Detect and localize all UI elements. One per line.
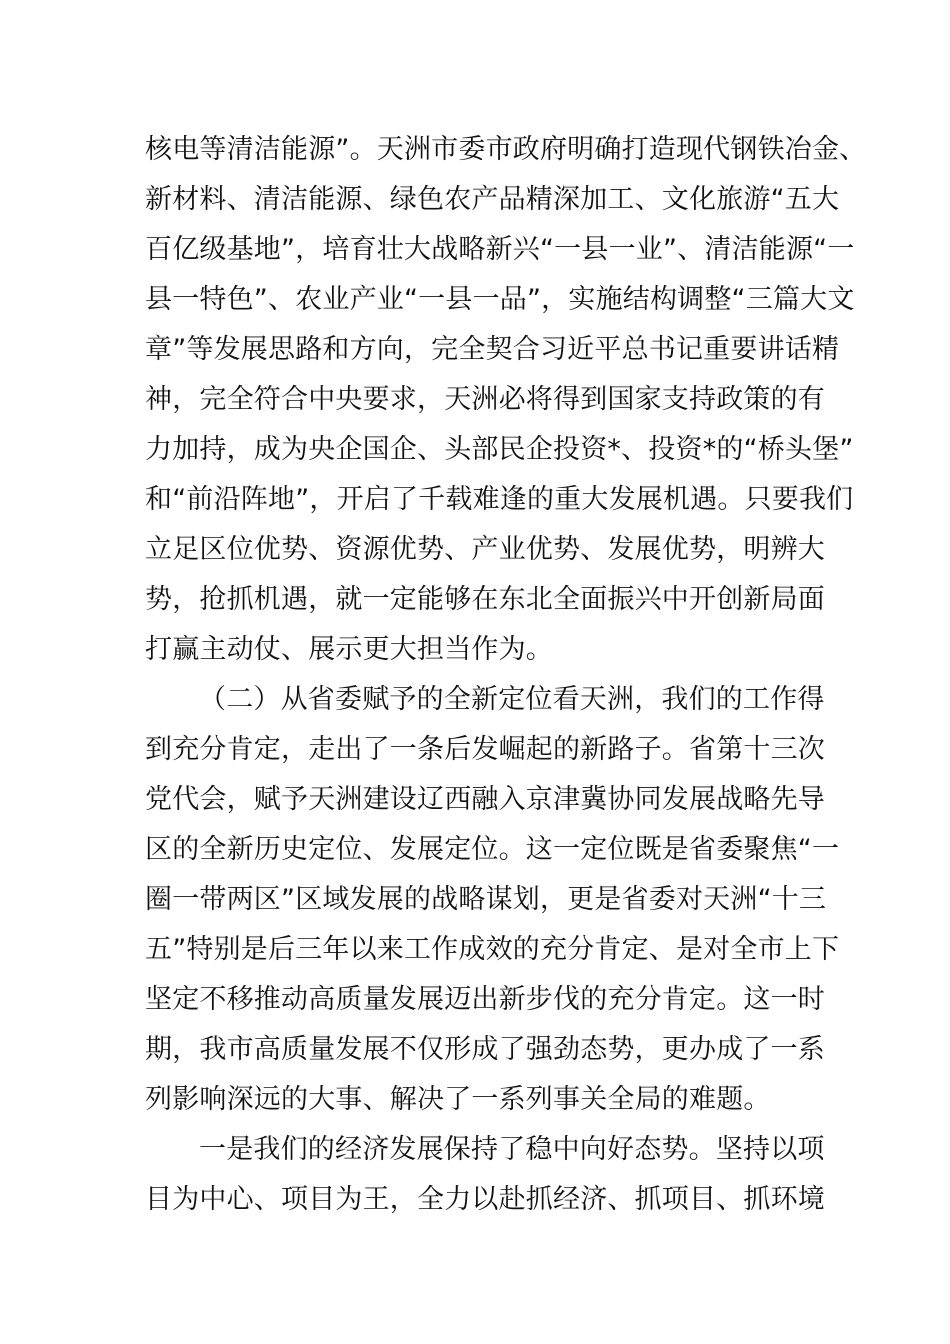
paragraph-3: [145, 1125, 825, 1225]
text-line: 五”特别是后三年以来工作成效的充分肯定、是对全市上下: [145, 934, 840, 965]
text-line: 核电等清洁能源”。天洲市委市政府明确打造现代钢铁冶金、: [145, 134, 867, 165]
text-line: （二）从省委赋予的全新定位看天洲，我们的工作得: [199, 684, 825, 715]
text-line: 期，我市高质量发展不仅形成了强劲态势，更办成了一系: [145, 1034, 825, 1065]
text-line: 神，完全符合中央要求，天洲必将得到国家支持政策的有: [145, 384, 825, 415]
document-body: [145, 125, 867, 1225]
text-line: 坚定不移推动高质量发展迈出新步伐的充分肯定。这一时: [145, 984, 825, 1015]
text-line: 一是我们的经济发展保持了稳中向好态势。坚持以项: [199, 1134, 825, 1165]
text-line: 县一特色”、农业产业“一县一品”，实施结构调整“三篇大文: [145, 284, 855, 315]
text-line: 力加持，成为央企国企、头部民企投资*、投资*的“桥头堡”: [145, 434, 854, 465]
text-line: 势，抢抓机遇，就一定能够在东北全面振兴中开创新局面: [145, 584, 825, 615]
text-line: 列影响深远的大事、解决了一系列事关全局的难题。: [145, 1084, 771, 1115]
text-line: 目为中心、项目为王，全力以赴抓经济、抓项目、抓环境: [145, 1184, 825, 1215]
text-line: 打赢主动仗、展示更大担当作为。: [145, 634, 553, 665]
text-line: 百亿级基地”，培育壮大战略新兴“一县一业”、清洁能源“一: [145, 234, 855, 265]
text-line: 到充分肯定，走出了一条后发崛起的新路子。省第十三次: [145, 734, 825, 765]
text-line: 党代会，赋予天洲建设辽西融入京津冀协同发展战略先导: [145, 784, 825, 815]
text-line: 章”等发展思路和方向，完全契合习近平总书记重要讲话精: [145, 334, 840, 365]
text-line: 区的全新历史定位、发展定位。这一定位既是省委聚焦“一: [145, 834, 840, 865]
text-line: 新材料、清洁能源、绿色农产品精深加工、文化旅游“五大: [145, 184, 840, 215]
paragraph-2: [145, 675, 840, 1125]
text-line: 和“前沿阵地”，开启了千载难逢的重大发展机遇。只要我们: [145, 484, 854, 515]
paragraph-1: [145, 125, 867, 675]
text-line: 圈一带两区”区域发展的战略谋划，更是省委对天洲“十三: [145, 884, 827, 915]
text-line: 立足区位优势、资源优势、产业优势、发展优势，明辨大: [145, 534, 825, 565]
